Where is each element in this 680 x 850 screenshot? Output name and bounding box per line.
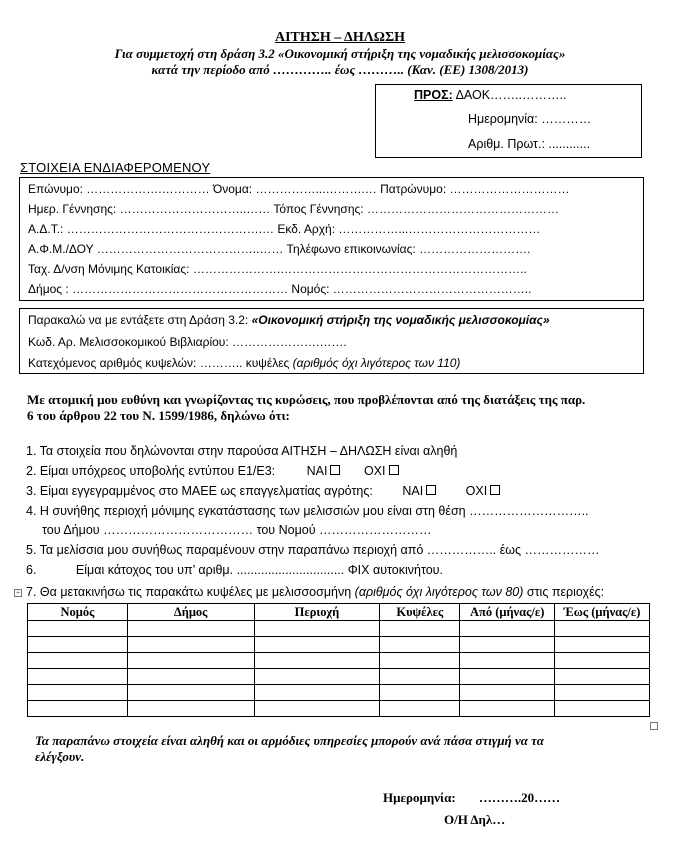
field-birth-line[interactable]: Ημερ. Γέννησης: …………………………..…… Τόπος Γέννησης: ………………………………………… xyxy=(28,202,559,216)
col-header-area: Περιοχή xyxy=(254,604,380,621)
table-cell-to[interactable] xyxy=(555,637,650,653)
table-cell-area[interactable] xyxy=(254,685,380,701)
table-cell-municipality[interactable] xyxy=(127,637,254,653)
table-resize-handle[interactable] xyxy=(650,722,658,730)
item-3-no-checkbox[interactable] xyxy=(490,485,500,495)
request-action: «Οικονομική στήριξη της νομαδικής μελισσοκομίας» xyxy=(251,313,550,327)
item-5[interactable]: 5. Τα μελίσσια μου συνήθως παραμένουν στην παραπάνω περιοχή από …………….. έως ……………… xyxy=(26,543,600,557)
declaration-intro-1: Με ατομική μου ευθύνη και γνωρίζοντας τις κυρώσεις, που προβλέπονται από της διατάξεις της παρ. xyxy=(27,392,586,407)
item-7-suffix: στις περιοχές: xyxy=(523,585,605,599)
table-cell-area[interactable] xyxy=(254,621,380,637)
table-row xyxy=(28,653,650,669)
table-cell-to[interactable] xyxy=(555,621,650,637)
table-cell-municipality[interactable] xyxy=(127,685,254,701)
item-1: 1. Τα στοιχεία που δηλώνονται στην παρούσα ΑΙΤΗΣΗ – ΔΗΛΩΣΗ είναι αληθή xyxy=(26,444,458,458)
table-cell-from[interactable] xyxy=(460,669,555,685)
table-cell-prefecture[interactable] xyxy=(28,621,128,637)
col-header-hives: Κυψέλες xyxy=(380,604,460,621)
table-cell-municipality[interactable] xyxy=(127,669,254,685)
table-cell-hives[interactable] xyxy=(380,669,460,685)
table-row xyxy=(28,637,650,653)
field-id-line[interactable]: Α.Δ.Τ.: ………………………………………….… Εκδ. Αρχή: ……………...…………………………… xyxy=(28,222,541,236)
table-cell-prefecture[interactable] xyxy=(28,701,128,717)
closing-statement-2: ελέγξουν. xyxy=(35,749,85,764)
item-2-no-label: ΟΧΙ xyxy=(363,464,386,478)
item-2-no-checkbox[interactable] xyxy=(389,465,399,475)
table-cell-area[interactable] xyxy=(254,653,380,669)
item-6 xyxy=(26,563,443,577)
table-cell-from[interactable] xyxy=(460,701,555,717)
signature-signer: Ο/Η Δηλ… xyxy=(444,812,506,827)
form-title: ΑΙΤΗΣΗ – ΔΗΛΩΣΗ xyxy=(274,30,405,45)
field-tax-line[interactable]: Α.Φ.Μ./ΔΟΥ …………………………………..…… Τηλέφωνο επικοινωνίας: ………………………. xyxy=(28,242,531,256)
table-cell-hives[interactable] xyxy=(380,685,460,701)
table-row xyxy=(28,669,650,685)
form-period: κατά την περίοδο από ………….. έως ……….. (Καν. (ΕΕ) 1308/2013) xyxy=(151,62,529,77)
hive-count-note: (αριθμός όχι λιγότερος των 110) xyxy=(292,356,461,370)
signature-date-label: Ημερομηνία: xyxy=(383,790,456,805)
personal-details-box xyxy=(19,177,644,301)
item-3 xyxy=(26,484,500,498)
item-3-text: 3. Είμαι εγγεγραμμένος στο ΜΑΕΕ ως επαγγελματίας αγρότης: xyxy=(26,484,373,498)
col-header-from: Από (μήνας/ε) xyxy=(460,604,555,621)
table-cell-to[interactable] xyxy=(555,701,650,717)
table-cell-prefecture[interactable] xyxy=(28,669,128,685)
recipient-pros xyxy=(414,88,566,102)
recipient-protocol: Αριθμ. Πρωτ.: ............ xyxy=(468,137,591,151)
item-6-number: 6. xyxy=(26,563,37,577)
item-4b[interactable]: του Δήμου ……………………………… του Νομού ……………………… xyxy=(42,523,432,537)
item-2-yes-checkbox[interactable] xyxy=(330,465,340,475)
table-cell-to[interactable] xyxy=(555,653,650,669)
table-cell-from[interactable] xyxy=(460,653,555,669)
table-move-handle[interactable]: + xyxy=(15,588,21,597)
table-cell-to[interactable] xyxy=(555,685,650,701)
table-row xyxy=(28,621,650,637)
field-address-line[interactable]: Ταχ. Δ/νση Μόνιμης Κατοικίας: ………………….…………………………………………………….. xyxy=(28,262,527,276)
field-hive-count[interactable] xyxy=(28,356,460,370)
table-cell-hives[interactable] xyxy=(380,653,460,669)
section-title: ΣΤΟΙΧΕΙΑ ΕΝΔΙΑΦΕΡΟΜΕΝΟΥ xyxy=(20,160,211,175)
item-2-text: 2. Είμαι υπόχρεος υποβολής εντύπου Ε1/Ε3: xyxy=(26,464,276,478)
table-cell-area[interactable] xyxy=(254,701,380,717)
hive-count-prefix: Κατεχόμενος αριθμός κυψελών: ……….. κυψέλες xyxy=(28,356,293,370)
signature-date xyxy=(383,790,560,806)
table-cell-from[interactable] xyxy=(460,637,555,653)
closing-statement-1: Τα παραπάνω στοιχεία είναι αληθή και οι αρμόδιες υπηρεσίες μπορούν ανά πάσα στιγμή να τα xyxy=(35,733,544,748)
table-cell-hives[interactable] xyxy=(380,621,460,637)
signature-date-value[interactable]: ……….20…… xyxy=(478,790,561,805)
item-4a[interactable]: 4. Η συνήθης περιοχή μόνιμης εγκατάστασης των μελισσιών μου είναι στη θέση ……………………….. xyxy=(26,504,589,518)
table-cell-prefecture[interactable] xyxy=(28,685,128,701)
table-cell-municipality[interactable] xyxy=(127,701,254,717)
item-2 xyxy=(26,464,399,478)
table-cell-from[interactable] xyxy=(460,685,555,701)
table-cell-area[interactable] xyxy=(254,669,380,685)
field-municipality-line[interactable]: Δήμος : ……………………………………………… Νομός: ………………………………………….. xyxy=(28,282,532,296)
item-3-no-label: ΟΧΙ xyxy=(465,484,488,498)
pros-label: ΠΡΟΣ: xyxy=(414,88,453,102)
item-6-text[interactable]: Είμαι κάτοχος του υπ’ αριθμ. ............................... ΦΙΧ αυτοκινήτου. xyxy=(75,563,443,577)
col-header-to: Έως (μήνας/ε) xyxy=(555,604,650,621)
table-row xyxy=(28,701,650,717)
table-cell-municipality[interactable] xyxy=(127,653,254,669)
item-3-yes-label: ΝΑΙ xyxy=(402,484,424,498)
request-prefix: Παρακαλώ να με εντάξετε στη Δράση 3.2: xyxy=(28,313,252,327)
col-header-municipality: Δήμος xyxy=(127,604,254,621)
request-box xyxy=(19,308,644,374)
request-line xyxy=(28,313,550,327)
form-subtitle: Για συμμετοχή στη δράση 3.2 «Οικονομική στήριξη της νομαδικής μελισσοκομίας» xyxy=(114,46,566,61)
declaration-intro-2: 6 του άρθρου 22 του Ν. 1599/1986, δηλώνω ότι: xyxy=(27,408,290,423)
table-cell-hives[interactable] xyxy=(380,637,460,653)
recipient-box xyxy=(375,84,642,158)
table-cell-prefecture[interactable] xyxy=(28,653,128,669)
field-booklet-code[interactable]: Κωδ. Αρ. Μελισσοκομικού Βιβλιαρίου: ………………….……. xyxy=(28,335,347,349)
table-cell-area[interactable] xyxy=(254,637,380,653)
table-row xyxy=(28,685,650,701)
table-cell-from[interactable] xyxy=(460,621,555,637)
field-surname-line[interactable]: Επώνυμο: ……………….………… Όνομα: ……………...……….… Πατρώνυμο: ………………………… xyxy=(28,182,570,196)
item-3-yes-checkbox[interactable] xyxy=(426,485,436,495)
item-7-prefix: 7. Θα μετακινήσω τις παρακάτω κυψέλες με μελισσοσμήνη xyxy=(26,585,355,599)
table-cell-prefecture[interactable] xyxy=(28,637,128,653)
table-cell-hives[interactable] xyxy=(380,701,460,717)
pros-value: ΔΑΟΚ……..……….. xyxy=(455,88,567,102)
relocation-table xyxy=(27,603,650,717)
table-cell-municipality[interactable] xyxy=(127,621,254,637)
col-header-prefecture: Νομός xyxy=(28,604,128,621)
recipient-date: Ημερομηνία: ………… xyxy=(468,112,592,126)
item-7-note: (αριθμός όχι λιγότερος των 80) xyxy=(354,585,524,599)
item-2-yes-label: ΝΑΙ xyxy=(306,464,328,478)
table-header-row xyxy=(28,604,650,621)
table-cell-to[interactable] xyxy=(555,669,650,685)
item-7 xyxy=(26,585,604,599)
